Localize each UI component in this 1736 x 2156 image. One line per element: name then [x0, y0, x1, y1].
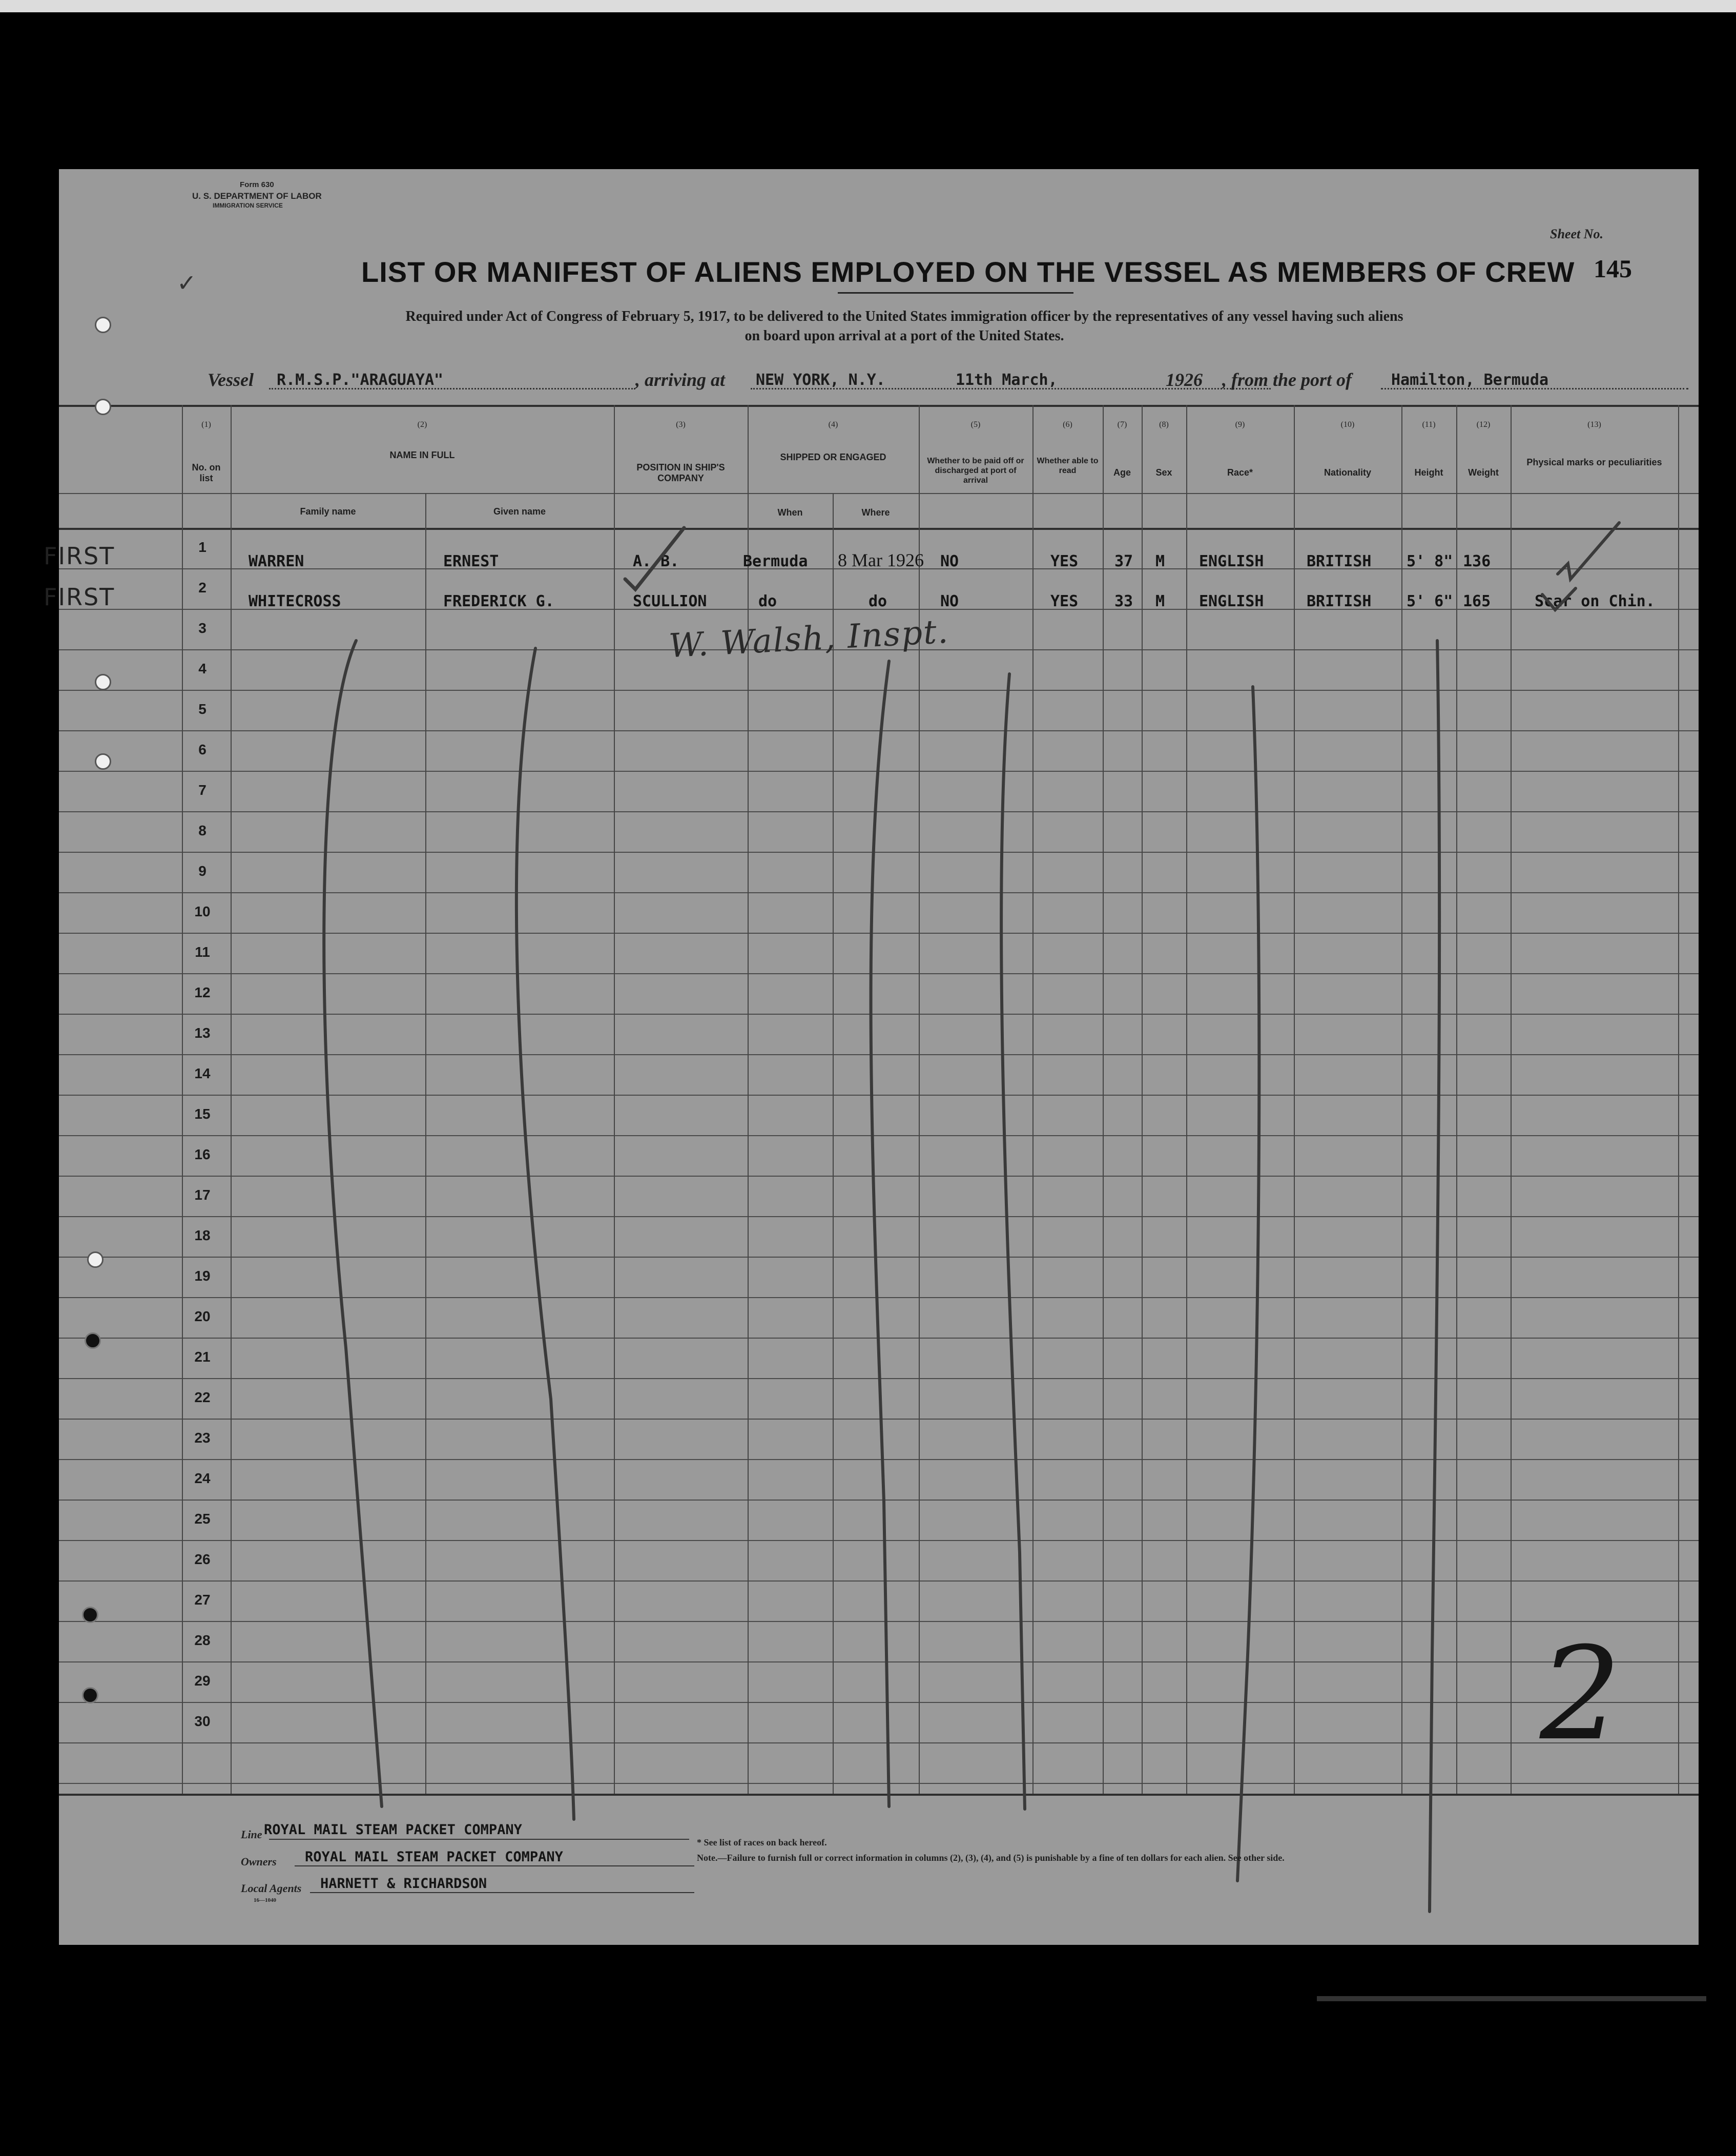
row-2-nationality: BRITISH [1307, 592, 1372, 610]
header-given-name: Given name [493, 506, 546, 517]
row-1-weight: 136 [1463, 552, 1491, 570]
header-no-on-list: No. on list [192, 462, 221, 483]
row-number: 3 [198, 620, 206, 636]
row-1-when: 8 Mar 1926 [838, 550, 924, 570]
owners-rule [295, 1865, 694, 1866]
col-num-5: (5) [970, 420, 981, 429]
col-num-7: (7) [1117, 420, 1127, 429]
row-2-family-name: WHITECROSS [249, 592, 341, 610]
subtitle-line-2: on board upon arrival at a port of the United States. [745, 328, 1064, 344]
penalty-note: Note.—Failure to furnish full or correct information in columns (2), (3), (4), and (5) is punishable by a fine of ten dollars for each alien. See other side. [697, 1853, 1285, 1863]
ditto-stroke-height [1430, 641, 1439, 1912]
manifest-title: LIST OR MANIFEST OF ALIENS EMPLOYED ON THE VESSEL AS MEMBERS OF CREW [361, 256, 1575, 288]
row-2-able-to-read: YES [1050, 592, 1079, 610]
header-name-in-full: NAME IN FULL [389, 450, 455, 460]
sheet-number: 145 [1594, 254, 1632, 283]
col-num-12: (12) [1476, 420, 1491, 429]
corner-tick-mark: ✓ [177, 269, 197, 297]
row-1-sex: M [1155, 552, 1165, 570]
row-number: 17 [194, 1187, 211, 1203]
row-2-race: ENGLISH [1199, 592, 1264, 610]
page-annotation: 2 [1540, 1619, 1623, 1769]
col-num-3: (3) [676, 420, 686, 429]
row-1-where: Bermuda [743, 552, 808, 570]
row-number: 6 [198, 742, 206, 757]
row-number: 21 [194, 1349, 211, 1365]
row-number: 19 [194, 1268, 211, 1284]
row-2-checkmark [1542, 588, 1576, 610]
row-1-paid-off: NO [940, 552, 959, 570]
row-2-age: 33 [1114, 592, 1133, 610]
col-num-9: (9) [1235, 420, 1245, 429]
sheet-label: Sheet No. [1550, 227, 1603, 241]
manifest-sheet [44, 169, 1699, 1945]
row-1-age: 37 [1114, 552, 1133, 570]
inspector-signature: W. Walsh, Inspt. [668, 612, 950, 666]
owners-label: Owners [241, 1855, 277, 1868]
row-number: 9 [198, 863, 206, 879]
row-2-sex: M [1155, 592, 1165, 610]
row-1-position: A. B. [633, 552, 679, 570]
ditto-stroke-family-name [324, 641, 382, 1806]
row-number: 25 [194, 1511, 211, 1527]
row-number: 2 [198, 580, 206, 596]
form-code: 16—1040 [254, 1897, 276, 1903]
col-num-4: (4) [828, 420, 838, 429]
row-number: 14 [194, 1065, 211, 1081]
col-num-8: (8) [1159, 420, 1169, 429]
ditto-stroke-race [1237, 687, 1259, 1881]
header-able-to-read: Whether able to read [1037, 457, 1099, 475]
agents-rule [310, 1892, 694, 1893]
header-shipped-engaged: SHIPPED OR ENGAGED [780, 452, 886, 462]
ditto-stroke-given-name [516, 648, 574, 1819]
col-num-13: (13) [1587, 420, 1601, 429]
form-number: Form 630 [240, 180, 274, 189]
film-scratch [1317, 1996, 1706, 2001]
col-num-11: (11) [1422, 420, 1436, 429]
header-sex: Sex [1155, 467, 1172, 478]
row-number: 15 [194, 1106, 211, 1122]
row-2-given-name: FREDERICK G. [443, 592, 554, 610]
arrival-year: 1926 [1166, 369, 1203, 390]
row-2-height: 5' 6" [1407, 592, 1453, 610]
row-2-position: SCULLION [633, 592, 707, 610]
header-weight: Weight [1468, 467, 1499, 478]
line-value: ROYAL MAIL STEAM PACKET COMPANY [264, 1822, 522, 1838]
row-2-when: do [869, 592, 887, 610]
row-number: 28 [194, 1632, 211, 1648]
agents-label: Local Agents [241, 1882, 302, 1895]
header-physical-marks: Physical marks or peculiarities [1526, 457, 1662, 467]
pencil-marks [59, 169, 1699, 1945]
row-number: 20 [194, 1308, 211, 1324]
row-2-physical-marks: Scar on Chin. [1535, 592, 1655, 610]
row-number: 1 [198, 539, 206, 555]
col-num-2: (2) [417, 420, 427, 429]
row-annotation-first: FIRST [44, 542, 115, 570]
row-number: 30 [194, 1713, 211, 1729]
header-position: POSITION IN SHIP'S COMPANY [636, 462, 725, 483]
agents-value: HARNETT & RICHARDSON [320, 1876, 487, 1892]
vessel-name: R.M.S.P."ARAGUAYA" [277, 371, 444, 389]
header-age: Age [1113, 467, 1131, 478]
row-1-race: ENGLISH [1199, 552, 1264, 570]
row-number: 23 [194, 1430, 211, 1446]
row-2-paid-off: NO [940, 592, 959, 610]
row-1-given-name: ERNEST [443, 552, 499, 570]
arriving-port: NEW YORK, N.Y. [756, 371, 885, 389]
position-checkmark [625, 528, 684, 589]
row-2-where: do [758, 592, 777, 610]
owners-value: ROYAL MAIL STEAM PACKET COMPANY [305, 1849, 563, 1865]
row-number: 4 [198, 661, 206, 676]
header-paid-off: Whether to be paid off or discharged at port of arrival [927, 457, 1024, 485]
header-height: Height [1414, 467, 1443, 478]
row-2-weight: 165 [1463, 592, 1491, 610]
row-number: 27 [194, 1592, 211, 1608]
row-number: 22 [194, 1389, 211, 1405]
row-number: 10 [194, 904, 211, 919]
service-name: IMMIGRATION SERVICE [213, 202, 283, 209]
subtitle-line-1: Required under Act of Congress of February 5, 1917, to be delivered to the United States immigration officer by the representatives of any vessel having such aliens [405, 309, 1403, 324]
row-number: 18 [194, 1227, 211, 1243]
header-when: When [777, 507, 803, 518]
row-number: 24 [194, 1470, 211, 1486]
from-port-label: , from the port of [1222, 369, 1352, 390]
row-1-nationality: BRITISH [1307, 552, 1372, 570]
row-number: 26 [194, 1551, 211, 1567]
arrival-date: 11th March, [956, 371, 1058, 389]
header-race: Race* [1227, 467, 1253, 478]
race-footnote: * See list of races on back hereof. [697, 1837, 827, 1847]
vessel-label: Vessel [208, 369, 254, 390]
col-num-10: (10) [1340, 420, 1355, 429]
header-where: Where [861, 507, 890, 518]
row-1-family-name: WARREN [249, 552, 304, 570]
col-num-6: (6) [1063, 420, 1072, 429]
row-number: 7 [198, 782, 206, 798]
row-number: 29 [194, 1673, 211, 1689]
line-rule [269, 1839, 689, 1840]
row-number: 12 [194, 984, 211, 1000]
row-1-height: 5' 8" [1407, 552, 1453, 570]
row-number: 8 [198, 823, 206, 838]
department-name: U. S. DEPARTMENT OF LABOR [192, 191, 322, 201]
arriving-label: , arriving at [635, 369, 726, 390]
row-number: 5 [198, 701, 206, 717]
from-port: Hamilton, Bermuda [1391, 371, 1549, 389]
row-number: 11 [195, 944, 210, 960]
row-annotation-first: FIRST [44, 583, 115, 611]
col-num-1: (1) [201, 420, 211, 429]
row-number: 13 [194, 1025, 211, 1041]
ditto-stroke-shipped [871, 661, 889, 1806]
row-number: 16 [194, 1146, 211, 1162]
header-nationality: Nationality [1324, 467, 1371, 478]
row-1-able-to-read: YES [1050, 552, 1079, 570]
row-1-checkmark [1558, 523, 1619, 579]
line-label: Line [241, 1828, 262, 1841]
header-family-name: Family name [300, 506, 356, 517]
ditto-stroke-paid-off [1001, 674, 1025, 1809]
top-edge-strip [0, 0, 1736, 12]
